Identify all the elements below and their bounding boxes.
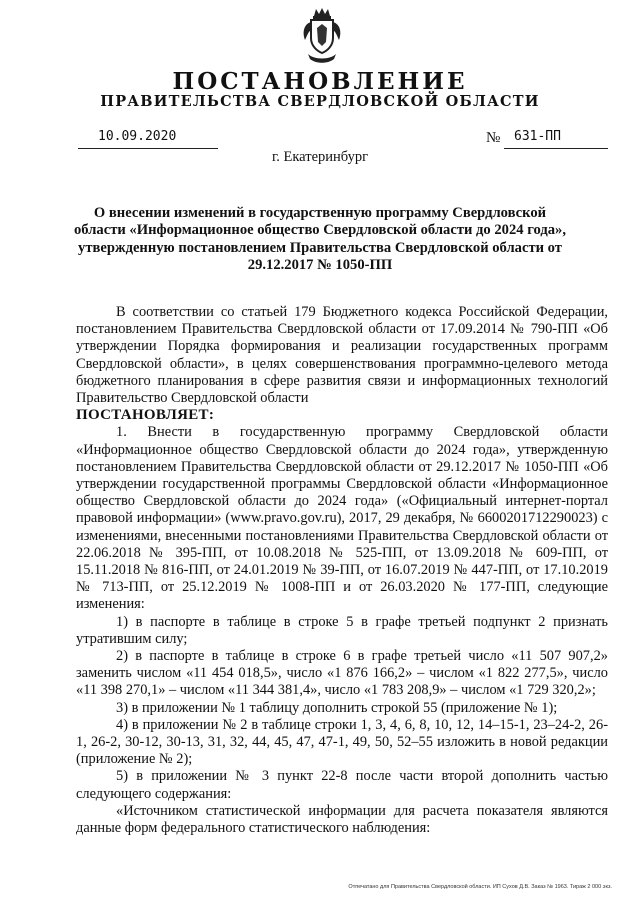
subitem-5-paragraph: 5) в приложении № 3 пункт 22-8 после части второй дополнить частью следующего содержания: [76,768,608,802]
resolves-heading: ПОСТАНОВЛЯЕТ: [76,407,215,424]
quote-paragraph: «Источником статистической информации для расчета показателя являются данные форм федерального статистического наблюдения: [76,802,608,837]
subitem-3-paragraph: 3) в приложении № 1 таблицу дополнить строкой 55 (приложение № 1); [116,699,558,716]
issuing-authority-heading: ПРАВИТЕЛЬСТВА СВЕРДЛОВСКОЙ ОБЛАСТИ [100,93,540,110]
number-sign: № [486,130,501,146]
coat-of-arms-emblem [300,6,344,66]
city-name: г. Екатеринбург [271,149,369,165]
print-footer: Отпечатано для Правительства Свердловской области. ИП Сухов Д.В. Заказ № 1963. Тираж 2 000 экз. [348,884,612,890]
subitem-2-paragraph: 2) в паспорте в таблице в строке 6 в графе третьей число «11 507 907,2» заменить числом «11 454 018,5», число «1 876 166,2» – числом «1 822 277,5», число «11 398 270,1» – числом «11 344 381,4», число «1 783 208,9» – числом «1 729 320,2»; [76,648,608,699]
document-title: О внесении изменений в государственную программу Свердловской области «Информационное общество Свердловской области до 2024 года», утвержденную постановлением Правительства Свердловской области от 29.12.2017 № 1050-ПП [74,205,566,273]
document-number: 631-ПП [514,129,561,144]
document-body [76,304,608,837]
subitem-1-paragraph: 1) в паспорте в таблице в строке 5 в графе третьей подпункт 2 признать утратившим силу; [76,613,608,647]
document-date: 10.09.2020 [98,129,177,144]
document-type-heading: ПОСТАНОВЛЕНИЕ [172,68,468,95]
item-1-paragraph: 1. Внести в государственную программу Свердловской области «Информационное общество Свердловской области до 2024 года», утвержденную постановлением Правительства Свердловской области от 29.12.2017 № 1050-ПП «Об утверждении государственной программы Свердловской области «Информационное общество Свердловской области до 2024 года» («Официальный интернет-портал правовой информации» (www.pravo.gov.ru), 2017, 29 декабря, № 6600201712290023) с изменениями, внесенными постановлениями Правительства Свердловской области от 22.06.2018 № 395-ПП, от 10.08.2018 № 525-ПП, от 13.09.2018 № 609-ПП, от 15.11.2018 № 816-ПП, от 24.01.2019 № 39-ПП, от 16.07.2019 № 447-ПП, от 17.10.2019 № 713-ПП, от 25.12.2019 № 1008-ПП и от 26.03.2020 № 177-ПП, следующие изменения: [76,424,608,613]
subitem-4-paragraph: 4) в приложении № 2 в таблице строки 1, 3, 4, 6, 8, 10, 12, 14–15-1, 23–24-2, 26-1, 26-2, 30-12, 30-13, 31, 32, 44, 45, 47, 47-1, 49, 50, 52–55 изложить в новой редакции (приложение № 2); [76,716,608,768]
preamble-paragraph: В соответствии со статьей 179 Бюджетного кодекса Российской Федерации, постановлением Правительства Свердловской области от 17.09.2014 № 790-ПП «Об утверждении Порядка формирования и реализации государственных программ Свердловской области», в целях совершенствования программно-целевого метода бюджетного планирования в сфере развития связи и информационных технологий Правительство Свердловской области [76,304,608,407]
